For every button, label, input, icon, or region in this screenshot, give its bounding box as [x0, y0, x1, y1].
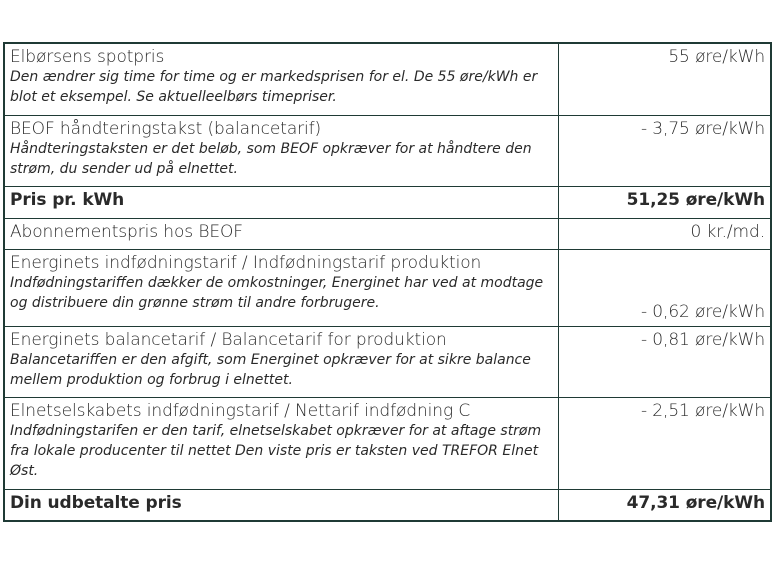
row-label-cell: [5, 187, 559, 218]
row-label-cell: [5, 398, 559, 489]
table-row-subscription: [5, 219, 770, 250]
row-value-cell: [559, 327, 770, 397]
row-label-cell: [5, 327, 559, 397]
row-label-cell: [5, 250, 559, 326]
row-description: Balancetariffen er den afgift, som Energinet opkræver for at sikre balance mellem produktion og forbrug i elnettet.: [10, 352, 531, 388]
row-title: Abonnementspris hos BEOF: [10, 222, 243, 242]
row-value: - 0,81 øre/kWh: [640, 330, 765, 350]
table-row-grid-tariff: [5, 398, 770, 490]
row-label-cell: [5, 219, 559, 249]
row-description: Indfødningstarifen er den tarif, elnetselskabet opkræver for at aftage strøm fra lokale producenter til nettet Den viste pris er taksten ved TREFOR Elnet Øst.: [10, 423, 542, 479]
row-title: Energinets indfødningstarif / Indfødningstarif produktion: [10, 253, 482, 273]
row-description: Den ændrer sig time for time og er markedsprisen for el. De 55 øre/kWh er blot et eksempel. Se aktuelleelbørs timepriser.: [10, 69, 538, 105]
row-label-cell: [5, 490, 559, 520]
row-value: 55 øre/kWh: [668, 47, 765, 67]
row-value: 51,25 øre/kWh: [626, 190, 765, 210]
row-description: Håndteringstaksten er det beløb, som BEOF opkræver for at håndtere den strøm, du sender ud på elnettet.: [10, 141, 532, 177]
row-title: Pris pr. kWh: [10, 190, 125, 210]
row-description: Indfødningstariffen dækker de omkostninger, Energinet har ved at modtage og distribuere din grønne strøm til andre forbrugere.: [10, 275, 544, 311]
row-title: BEOF håndteringstakst (balancetarif): [10, 119, 322, 139]
row-label-cell: [5, 116, 559, 186]
price-table: [3, 42, 772, 522]
row-value-cell: [559, 187, 770, 218]
row-title: Energinets balancetarif / Balancetarif for produktion: [10, 330, 447, 350]
table-row-price-per-kwh: [5, 187, 770, 219]
row-value-cell: [559, 490, 770, 520]
row-value-cell: [559, 250, 770, 326]
table-row-payout-price: [5, 490, 770, 520]
row-value-cell: [559, 398, 770, 489]
row-title: Elbørsens spotpris: [10, 47, 165, 67]
row-label-cell: [5, 44, 559, 115]
row-value-cell: [559, 219, 770, 249]
row-value-cell: [559, 44, 770, 115]
row-title: Din udbetalte pris: [10, 493, 182, 513]
row-value-cell: [559, 116, 770, 186]
table-row-handling-fee: [5, 116, 770, 187]
row-value: 0 kr./md.: [690, 222, 765, 242]
table-row-spotprice: [5, 44, 770, 116]
row-value: - 3,75 øre/kWh: [640, 119, 765, 139]
table-row-balance-tariff: [5, 327, 770, 398]
row-title: Elnetselskabets indfødningstarif / Nettarif indfødning C: [10, 401, 471, 421]
row-value: - 2,51 øre/kWh: [640, 401, 765, 421]
table-row-feed-in-tariff: [5, 250, 770, 327]
row-value: - 0,62 øre/kWh: [640, 302, 765, 322]
row-value: 47,31 øre/kWh: [626, 493, 765, 513]
